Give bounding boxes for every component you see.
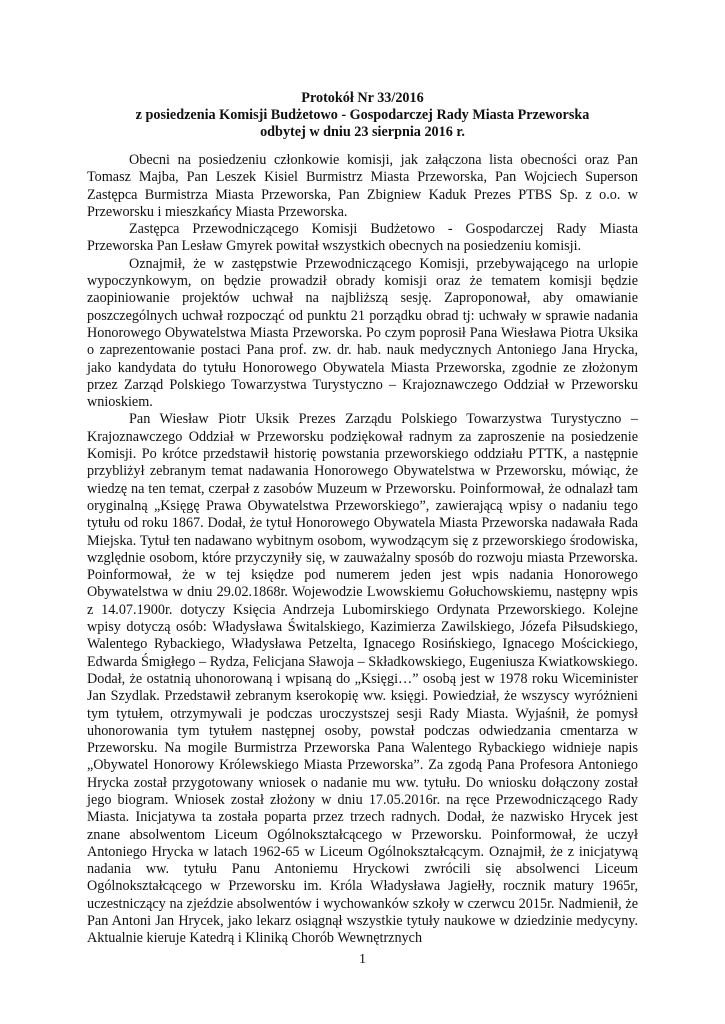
meeting-date: odbytej w dniu 23 sierpnia 2016 r. [260,124,465,140]
protocol-number: Protokół Nr 33/2016 [301,90,424,106]
document-title [80,90,645,141]
meeting-name: z posiedzenia Komisji Budżetowo - Gospodarczej Rady Miasta Przeworska [135,107,590,123]
paragraph-presentation: Pan Wiesław Piotr Uksik Prezes Zarządu Polskiego Towarzystwa Turystyczno – Krajoznawczego Oddział w Przeworsku podziękował radnym za zaproszenie na posiedzenie Komisji. Po krótce przedstawił historię powstania przeworskiego oddziału PTTK, a następnie przybliżył zebranym temat nadawania Honorowego Obywatelstwa w Przeworsku, mówiąc, że wiedzę na ten temat, czerpał z zasobów Muzeum w Przeworsku. Poinformował, że odnalazł tam oryginalną „Księgę Prawa Obywatelstwa Przeworskiego”, zawierającą wpisy o nadaniu tego tytułu od roku 1867. Dodał, że tytuł Honorowego Obywatela Miasta Przeworska nadawała Rada Miejska. Tytuł ten nadawano wybitnym osobom, wywodzącym się z przeworskiego środowiska, względnie osobom, które przyczyniły się, w zauważalny sposób do rozwoju miasta Przeworska. Poinformował, że w tej księdze pod numerem jeden jest wpis nadania Honorowego Obywatelstwa w dniu 29.02.1868r. Wojewodzie Lwowskiemu Gołuchowskiemu, następny wpis z 14.07.1900r. dotyczy Księcia Andrzeja Lubomirskiego Ordynata Przeworskiego. Kolejne wpisy dotyczą osób: Władysława Świtalskiego, Kazimierza Zawilskiego, Józefa Piłsudskiego, Walentego Rybackiego, Władysława Petzelta, Ignacego Rosińskiego, Ignacego Mościckiego, Edwarda Śmigłego – Rydza, Felicjana Sławoja – Składkowskiego, Eugeniusza Kwiatkowskiego. Dodał, że ostatnią uhonorowaną i wpisaną do „Księgi…” osobą jest w 1978 roku Wiceminister Jan Szydlak. Przedstawił zebranym kserokopię ww. księgi. Powiedział, że wszyscy wyróżnieni tym tytułem, otrzymywali je podczas uroczystszej sesji Rady Miasta. Wyjaśnił, że pomysł uhonorowania tym tytułem następnej osoby, powstał podczas odwiedzania cmentarza w Przeworsku. Na mogile Burmistrza Przeworska Pana Walentego Rybackiego widnieje napis „Obywatel Honorowy Królewskiego Miasta Przeworska”. Za zgodą Pana Profesora Antoniego Hrycka został przygotowany wniosek o nadanie mu ww. tytułu. Do wniosku dołączony został jego biogram. Wniosek został złożony w dniu 17.05.2016r. na ręce Przewodniczącego Rady Miasta. Inicjatywa ta została poparta przez trzech radnych. Dodał, że nazwisko Hrycek jest znane absolwentom Liceum Ogólnokształcącego w Przeworsku. Poinformował, że uczył Antoniego Hrycka w latach 1962-65 w Liceum Ogólnokształcącym. Oznajmił, że z inicjatywą nadania ww. tytułu Panu Antoniemu Hryckowi zwrócili się absolwenci Liceum Ogólnokształcącego w Przeworsku im. Króla Władysława Jagiełły, rocznik matury 1965r, uczestniczący na zjeździe absolwentów i wychowanków szkoły w czerwcu 2015r. Nadmienił, że Pan Antoni Jan Hrycek, jako lekarz osiągnął wszystkie tytuły naukowe w dziedzinie medycyny. Aktualnie kieruje Katedrą i Kliniką Chorób Wewnętrznych [87,411,638,947]
paragraph-welcome: Zastępca Przewodniczącego Komisji Budżetowo - Gospodarczej Rady Miasta Przeworska Pan Lesław Gmyrek powitał wszystkich obecnych na posiedzeniu komisji. [87,221,638,255]
paragraph-agenda: Oznajmił, że w zastępstwie Przewodniczącego Komisji, przebywającego na urlopie wypoczynkowym, on będzie prowadził obrady komisji oraz że tematem komisji będzie zaopiniowanie projektów uchwał na najbliższą sesję. Zaproponował, aby omawianie poszczególnych uchwał rozpocząć od punktu 21 porządku obrad tj: uchwały w sprawie nadania Honorowego Obywatelstwa Miasta Przeworska. Po czym poprosił Pana Wiesława Piotra Uksika o zaprezentowanie postaci Pana prof. zw. dr. hab. nauk medycznych Antoniego Jana Hrycka, jako kandydata do tytułu Honorowego Obywatela Miasta Przeworska, zgodnie ze złożonym przez Zarząd Polskiego Towarzystwa Turystyczno – Krajoznawczego Oddział w Przeworsku wnioskiem. [87,255,638,411]
page-number: 1 [359,952,366,967]
paragraph-attendance: Obecni na posiedzeniu członkowie komisji, jak załączona lista obecności oraz Pan Tomasz Majba, Pan Leszek Kisiel Burmistrz Miasta Przeworska, Pan Wojciech Superson Zastępca Burmistrza Miasta Przeworska, Pan Zbigniew Kaduk Prezes PTBS Sp. z o.o. w Przeworsku i mieszkańcy Miasta Przeworska. [87,152,638,220]
document-body [87,152,638,948]
